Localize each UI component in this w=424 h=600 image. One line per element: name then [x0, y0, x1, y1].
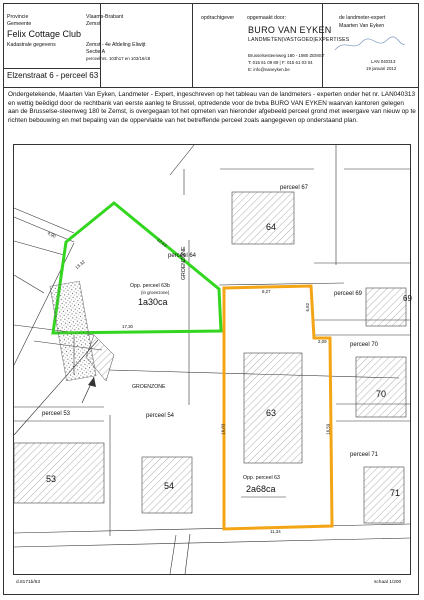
building-53-number: 53: [46, 474, 57, 484]
sheet-date: 19 januari 2012: [366, 66, 397, 71]
area-63b-note: (in groenzone): [141, 290, 170, 295]
project-title: Felix Cottage Club: [7, 29, 82, 39]
parcel-69-label: perceel 69: [334, 291, 363, 297]
building-64-number: 64: [266, 222, 277, 232]
divider: [192, 4, 193, 87]
divider: [322, 4, 323, 87]
drawing-reference: d.8171b/63: [16, 580, 41, 585]
firm-phone: T: 015 61 09 89 | F: 015 61 03 04: [248, 60, 313, 65]
north-arrow-icon: [82, 377, 96, 403]
survey-sheet: [3, 3, 419, 595]
drawing-scale: schaal 1/200: [374, 580, 402, 585]
site-plan: [13, 144, 411, 575]
building-53: [14, 443, 104, 503]
dim-right-vertical-2: 16,59: [325, 423, 331, 435]
firm-name: BURO VAN EYKEN: [248, 25, 332, 35]
building-64: [232, 192, 294, 244]
firm-subtitle: LANDMETEN|VASTGOED|EXPERTISES: [248, 37, 350, 43]
firm-email: E: info@vaneyken.be: [248, 67, 290, 72]
parcel-64-label: perceel 64: [168, 253, 197, 259]
terrace-area: [50, 281, 96, 381]
parcel-71-label: perceel 71: [350, 452, 379, 458]
building-69: [366, 288, 406, 326]
firm-address: Brusselsesteenweg 180 - 1980 ZEMST: [248, 53, 325, 58]
building-70-number: 70: [376, 389, 387, 399]
green-zone-label-2: GROENZONE: [132, 384, 166, 390]
building-71-number: 71: [390, 488, 401, 498]
province-value: Vlaams-Brabant: [86, 14, 124, 20]
drawn-by-label: opgemaakt door:: [247, 15, 286, 21]
building-70: [356, 357, 406, 417]
area-63b-value: 1a30ca: [138, 297, 168, 307]
site-plan-drawing: [14, 145, 410, 574]
cadastre-division: Zemst - 4e Afdeling Eliwijt: [86, 42, 146, 48]
dim-top-left: 4,90: [46, 230, 57, 239]
cadastre-section: Sectie A: [86, 49, 106, 55]
area-63b-label: Opp. perceel 63b: [130, 283, 170, 289]
dim-diagonal-a: 13,32: [74, 259, 86, 271]
dim-left-vertical: 16,83: [220, 423, 226, 435]
surveyor-label: de landmeter-expert: [339, 15, 386, 21]
dim-bottom: 17,30: [122, 324, 133, 329]
parcel-67-label: perceel 67: [280, 185, 309, 191]
surveyor-name: Maarten Van Eyken: [339, 23, 385, 29]
address-line: Elzenstraat 6 - perceel 63: [7, 71, 99, 80]
dim-right-vertical: 6,82: [305, 302, 311, 312]
cadastre-label: Kadastrale gegevens: [7, 42, 56, 48]
client-label: opdrachtgever: [201, 15, 235, 21]
dim-base: 11,34: [270, 529, 281, 534]
parcel-54-label: perceel 54: [146, 413, 175, 419]
green-zone-label-1: GROENZONE: [181, 246, 187, 280]
cadastre-parcels: perceelnrs. 103h17 en 103/16/c8: [86, 56, 151, 61]
building-69-number: 69: [403, 294, 412, 303]
lan-code: LAN 040313: [371, 59, 396, 64]
area-63-value: 2a68ca: [246, 484, 276, 494]
dim-diagonal-b: 12,63: [156, 237, 168, 249]
dim-step: 2,09: [318, 339, 327, 344]
building-63-number: 63: [266, 408, 277, 418]
title-block: [4, 4, 418, 88]
area-63-label: Opp. perceel 63: [243, 475, 280, 481]
declaration-text: Ondergetekende, Maarten Van Eyken, Landmeter - Expert, ingeschreven op het tableau van de landmeters - experten onder het nr. LAN040313 en wettig beëdigd door de rechtbank van eerste aanleg te Brussel, optredende voor de bvba BURO VAN EYKEN waarvan kantoren gelegen aan de Brusselse-steenweg 180 te Zemst, is overgegaan tot het opmeten van hieronder afgebeeld perceel grond met weergave van nieuw op te richten bebouwing en met bepaling van de oppervlakte van het betreffende perceel zoals aangegeven op onderstaand plan.: [8, 91, 416, 124]
parcel-53-label: perceel 53: [42, 411, 71, 417]
parcel-70-label: perceel 70: [350, 342, 379, 348]
municipality-label: Gemeente: [7, 21, 32, 27]
dim-top-right: 8,27: [262, 289, 271, 294]
municipality-value: Zemst: [86, 21, 101, 27]
building-54-number: 54: [164, 481, 175, 491]
province-label: Provincie: [7, 14, 29, 20]
signature-icon: [329, 32, 409, 57]
